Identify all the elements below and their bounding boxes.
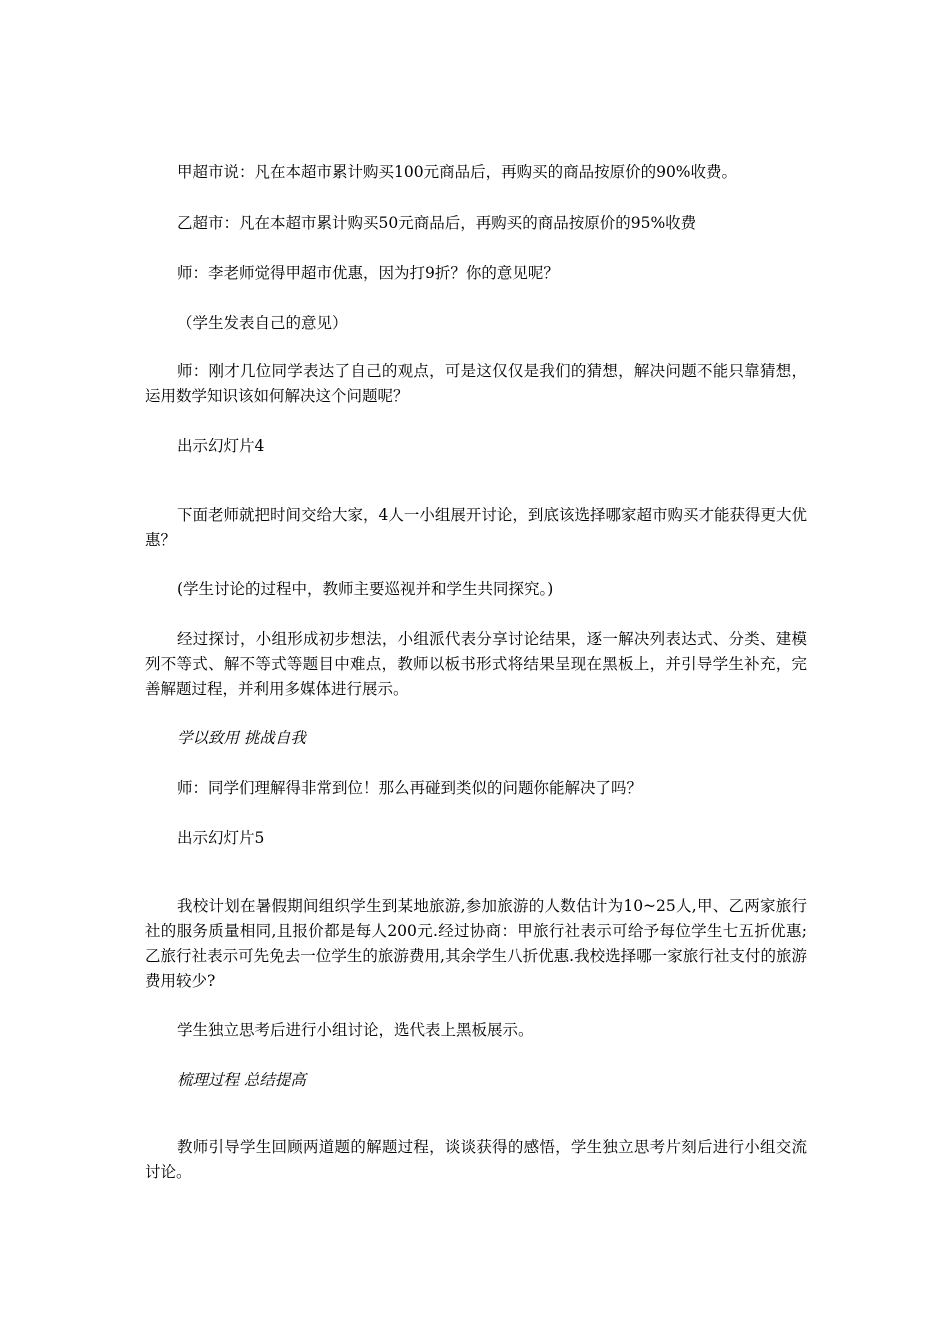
paragraph-review: 教师引导学生回顾两道题的解题过程，谈谈获得的感悟，学生独立思考片刻后进行小组交流讨论。 xyxy=(145,1138,807,1181)
section-heading-summary: 梳理过程 总结提高 xyxy=(177,1071,306,1089)
paragraph-teacher-question: 师：李老师觉得甲超市优惠，因为打9折？你的意见呢？ xyxy=(177,264,559,282)
paragraph-teacher-guess: 师：刚才几位同学表达了自己的观点，可是这仅仅是我们的猜想，解决问题不能只靠猜想，运用数学知识该如何解决这个问题呢？ xyxy=(145,362,807,405)
paragraph-travel-problem: 我校计划在暑假期间组织学生到某地旅游,参加旅游的人数估计为10~25人,甲、乙两家旅行社的服务质量相同,且报价都是每人200元.经过协商：甲旅行社表示可给予每位学生七五折优惠;乙旅行社表示可先免去一位学生的旅游费用,其余学生八折优惠.我校选择哪一家旅行社支付的旅游费用较少? xyxy=(145,897,807,990)
paragraph-student-explore: (学生讨论的过程中，教师主要巡视并和学生共同探究。) xyxy=(177,580,554,598)
paragraph-teacher-praise: 师：同学们理解得非常到位！那么再碰到类似的问题你能解决了吗？ xyxy=(177,779,643,797)
paragraph-slide-4: 出示幻灯片4 xyxy=(177,437,265,455)
paragraph-student-opinion: （学生发表自己的意见） xyxy=(177,314,348,332)
paragraph-slide-5: 出示幻灯片5 xyxy=(177,829,265,847)
paragraph-group-discussion: 下面老师就把时间交给大家，4人一小组展开讨论，到底该选择哪家超市购买才能获得更大优惠？ xyxy=(145,506,807,549)
section-heading-apply: 学以致用 挑战自我 xyxy=(177,729,306,747)
paragraph-group-results: 经过探讨，小组形成初步想法，小组派代表分享讨论结果，逐一解决列表达式、分类、建模列不等式、解不等式等题目中难点，教师以板书形式将结果呈现在黑板上，并引导学生补充，完善解题过程，并利用多媒体进行展示。 xyxy=(145,630,807,698)
paragraph-supermarket-b: 乙超市：凡在本超市累计购买50元商品后，再购买的商品按原价的95%收费 xyxy=(177,214,697,232)
paragraph-supermarket-a: 甲超市说：凡在本超市累计购买100元商品后，再购买的商品按原价的90%收费。 xyxy=(177,163,738,181)
paragraph-independent-thinking: 学生独立思考后进行小组讨论，选代表上黑板展示。 xyxy=(177,1021,534,1039)
